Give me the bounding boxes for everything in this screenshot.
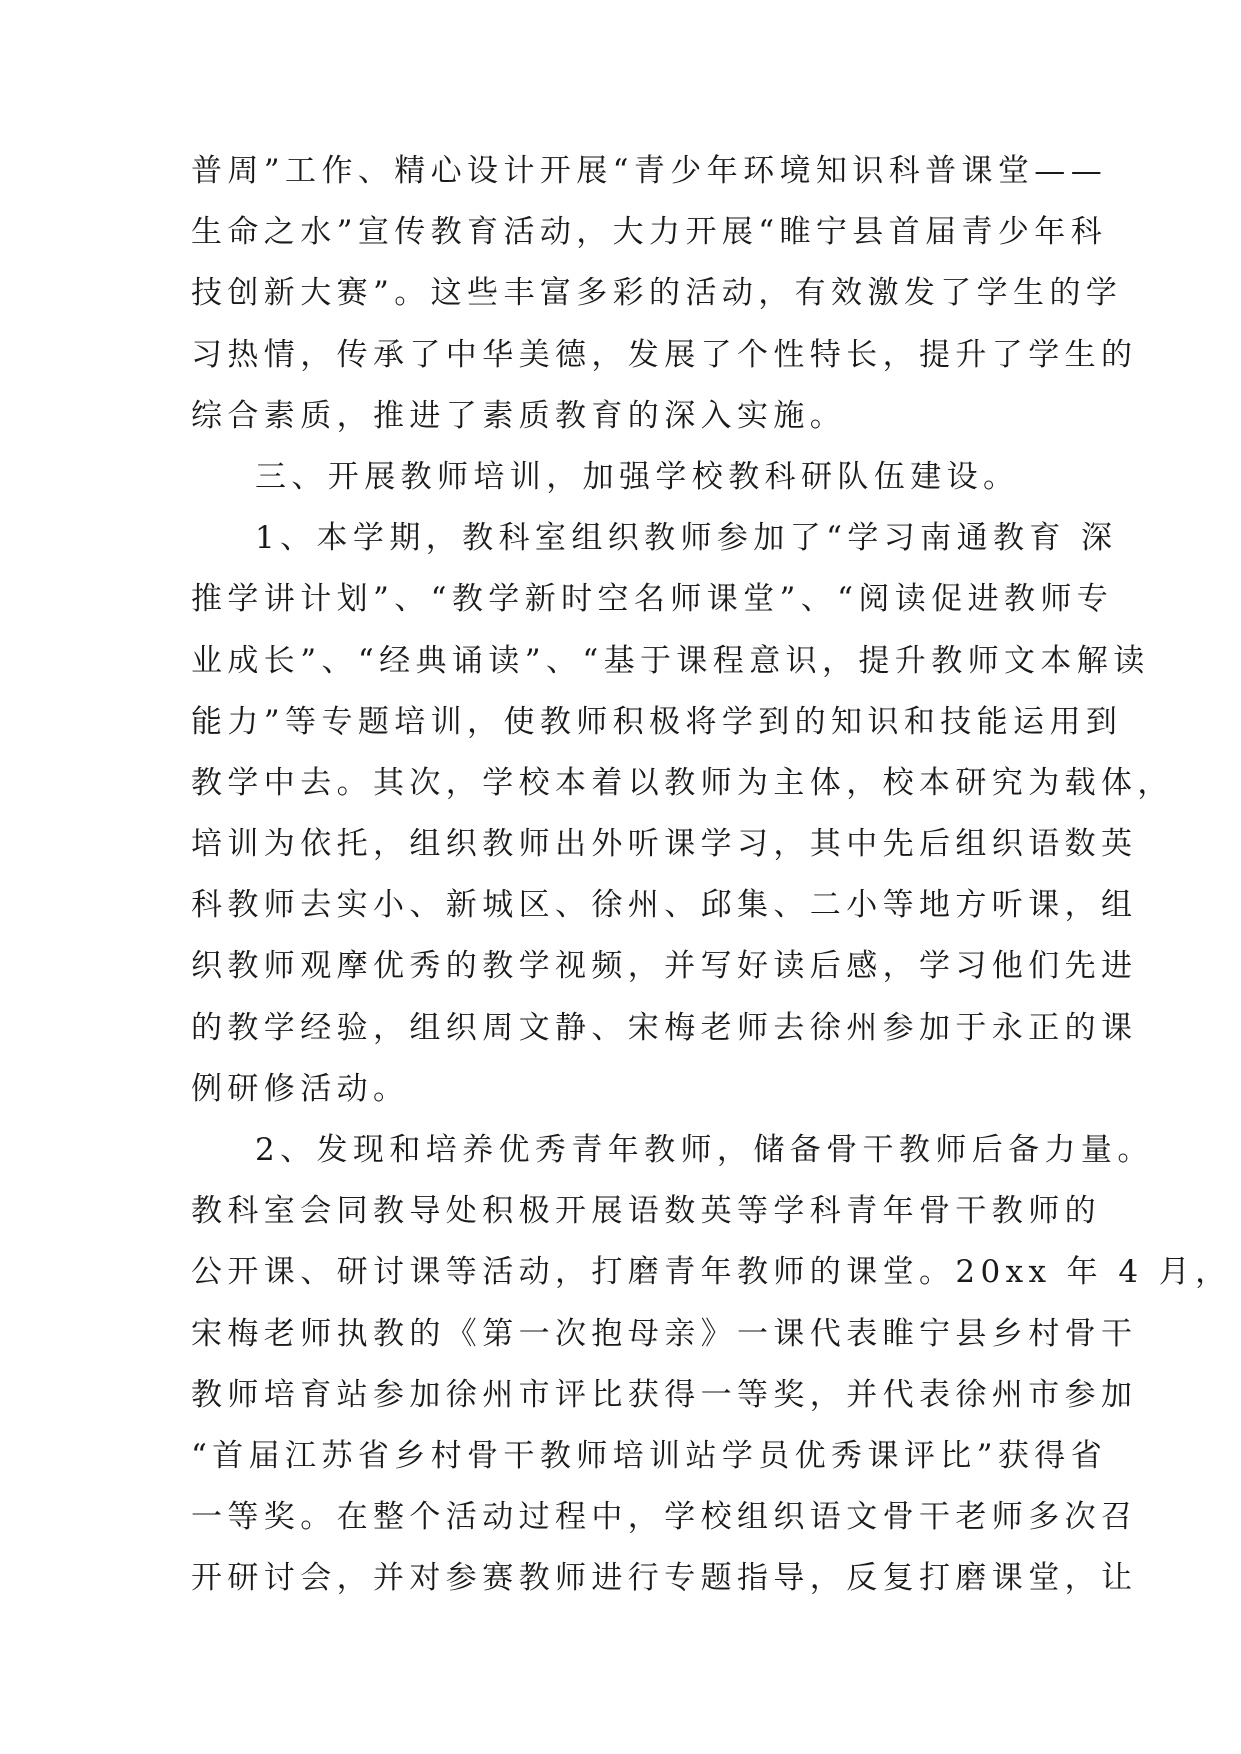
- text-line: 综合素质，推进了素质教育的深入实施。: [191, 397, 847, 434]
- text-line: 普周”工作、精心设计开展“青少年环境知识科普课堂——: [191, 153, 1108, 189]
- text-line: 生命之水”宣传教育活动，大力开展“睢宁县首届青少年科: [191, 214, 1108, 251]
- text-line: 教学中去。其次，学校本着以教师为主体，校本研究为载体，: [191, 764, 1174, 801]
- body-text: [191, 141, 1232, 1610]
- text-line: 业成长”、“经典诵读”、“基于课程意识，提升教师文本解读: [191, 642, 1150, 679]
- text-line: 一等奖。在整个活动过程中，学校组织语文骨干老师多次召: [191, 1499, 1138, 1536]
- text-line: 习热情，传承了中华美德，发展了个性特长，提升了学生的: [191, 336, 1138, 373]
- text-line: 教师培育站参加徐州市评比获得一等奖，并代表徐州市参加: [191, 1376, 1138, 1413]
- text-line: 宋梅老师执教的《第一次抱母亲》一课代表睢宁县乡村骨干: [191, 1315, 1138, 1352]
- text-line: 科教师去实小、新城区、徐州、邱集、二小等地方听课，组: [191, 887, 1138, 924]
- text-line: 织教师观摩优秀的教学视频，并写好读后感，学习他们先进: [191, 948, 1138, 985]
- text-line: 1、本学期，教科室组织教师参加了“学习南通教育 深: [255, 520, 1118, 557]
- text-line: 能力”等专题培训，使教师积极将学到的知识和技能运用到: [191, 703, 1123, 740]
- text-line: 技创新大赛”。这些丰富多彩的活动，有效激发了学生的学: [191, 275, 1123, 312]
- text-line: 培训为依托，组织教师出外听课学习，其中先后组织语数英: [191, 826, 1138, 863]
- text-line: 推学讲计划”、“教学新时空名师课堂”、“阅读促进教师专: [191, 581, 1114, 618]
- text-line: 2、发现和培养优秀青年教师，储备骨干教师后备力量。: [255, 1132, 1154, 1168]
- text-line: 的教学经验，组织周文静、宋梅老师去徐州参加于永正的课: [191, 1009, 1138, 1046]
- text-line: 开研讨会，并对参赛教师进行专题指导，反复打磨课堂，让: [191, 1560, 1138, 1597]
- text-line: 公开课、研讨课等活动，打磨青年教师的课堂。20xx 年 4 月，: [191, 1254, 1232, 1291]
- text-line: 教科室会同教导处积极开展语数英等学科青年骨干教师的: [191, 1193, 1101, 1230]
- text-line: “首届江苏省乡村骨干教师培训站学员优秀课评比”获得省: [191, 1437, 1108, 1474]
- section-heading: 三、开展教师培训，加强学校教科研队伍建设。: [255, 458, 1020, 495]
- text-line: 例研修活动。: [191, 1070, 410, 1107]
